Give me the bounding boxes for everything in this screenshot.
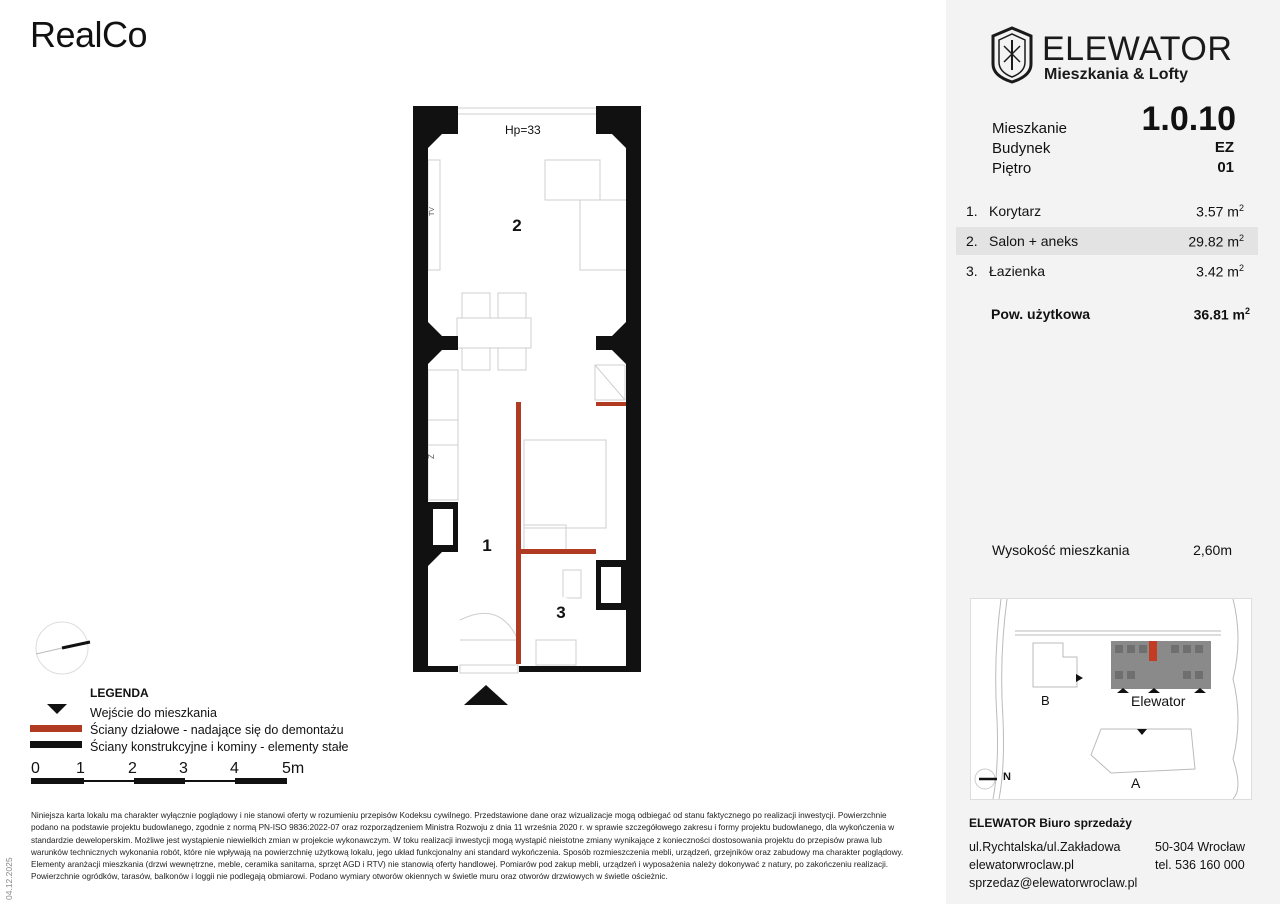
entrance-arrow-icon [464,685,508,705]
date-stamp: 04.12.2025 [4,857,14,900]
floor-label: Piętro [992,160,1032,177]
sales-address: ul.Rychtalska/ul.Zakładowa [969,840,1121,854]
room-name: Korytarz [989,203,1042,219]
elewator-logo-icon [989,26,1035,84]
sales-phone[interactable]: tel. 536 160 000 [1155,858,1245,872]
site-label-elewator: Elewator [1131,693,1186,709]
scale-segment [31,778,84,784]
brand-logo: RealCo [30,14,148,55]
legend-structural: Ściany konstrukcyjne i kominy - elementy stałe [90,740,349,754]
room-row [956,227,1258,255]
room-number: 3. [966,263,978,279]
room-number: 2. [966,233,978,249]
height-value: 2,60m [1193,542,1232,558]
legend-entrance: Wejście do mieszkania [90,706,217,720]
scale-label: 3 [179,760,188,777]
room-label-1: 1 [471,530,503,562]
scale-label: 4 [230,760,239,777]
north-label: N [1003,771,1011,783]
apartment-number: 1.0.10 [1141,100,1236,138]
scale-segment [235,778,287,784]
room-row [956,257,1258,285]
project-title: ELEWATOR [1042,30,1233,68]
building-label: Budynek [992,140,1051,157]
sales-city: 50-304 Wrocław [1155,840,1246,854]
sales-email-link[interactable]: sprzedaz@elewatorwroclaw.pl [969,876,1138,890]
room-name: Salon + aneks [989,233,1079,249]
room-name: Łazienka [989,263,1046,279]
legend-entrance-icon [46,703,68,715]
scale-label: 2 [128,760,137,777]
tv-label: TV [428,207,436,216]
room-area: 3.42 $m^2$ [1196,263,1244,280]
room-label-2: 2 [501,210,533,242]
legend-partition-swatch [30,725,82,732]
floor-plan [400,100,650,710]
legend-partition: Ściany działowe - nadające się do demontażu [90,723,344,737]
floor-value: 01 [1217,159,1234,176]
structural-walls [413,106,641,672]
compass-icon [34,620,94,680]
total-area-label: Pow. użytkowa [991,306,1091,322]
project-subtitle: Mieszkania & Lofty [1044,66,1189,83]
room-number: 1. [966,203,978,219]
scale-segment [185,780,235,782]
fridge-label: Z [426,454,436,459]
scale-segment [84,780,134,782]
info-panel [946,0,1280,904]
scale-label: 5m [282,760,305,777]
site-map-drawing [971,599,1251,799]
legend-structural-swatch [30,741,82,748]
sales-office-title: ELEWATOR Biuro sprzedaży [969,816,1132,830]
total-area-value: 36.81 $m^2$ [1193,306,1250,323]
scale-label: 1 [76,760,85,777]
site-label-b: B [1041,693,1050,708]
site-label-a: A [1131,775,1141,791]
building-value: EZ [1214,139,1234,156]
height-label: Wysokość mieszkania [992,542,1130,558]
window-annotation: Hp=33 [505,123,541,137]
disclaimer-text: Niniejsza karta lokalu ma charakter wyłącznie poglądowy i nie stanowi oferty w rozumieniu przepisów Kodeksu cywilnego. Przedstawione dane oraz wizualizacje mogą odbiegać od stanu faktycznego po realizacji inwestycji. Powierzchnie podano na podstawie projektu budowlanego, zgodnie z normą PN-ISO 9836:2022-07 oraz rozporządzeniem Ministra Rozwoju z dnia 11 września 2020 r. w sprawie szczegółowego zakresu i formy projektu budowlanego, dla wykończenia w standardzie deweloperskim. Możliwe jest wystąpienie niewielkich zmian w projekcie wykonawczym. W toku realizacji inwestycji mogą wystąpić nieistotne zmiany wynikające z konieczności dostosowania projektu do przepisów prawa lub warunków technicznych wykonania robót, które nie wpływają na powierzchnię użytkową lokalu, jego układ funkcjonalny ani standard wykończenia. Sposób rozmieszczenia mebli, urządzeń, grzejników oraz zabudowy ma charakter poglądowy. Elementy aranżacji mieszkania (drzwi wewnętrzne, meble, ceramika sanitarna, sprzęt AGD i RTV) nie stanowią oferty handlowej. Pomiarów pod zakup mebli, urządzeń i wyposażenia należy dokonywać z natury, po zakończeniu realizacji. Powierzchnie ogródków, tarasów, balkonów i loggii nie podlegają obmiarowi. Podano wymiary otworów okiennych w świetle muru oraz otworów drzwiowych w świetle ościeżnic. [31,811,904,882]
sales-website-link[interactable]: elewatorwroclaw.pl [969,858,1074,872]
scale-label: 0 [31,760,40,777]
legend-title: LEGENDA [90,686,149,700]
room-area: 3.57 $m^2$ [1196,203,1244,220]
room-label-3: 3 [545,597,577,629]
scale-segment [134,778,185,784]
room-area: 29.82 $m^2$ [1188,233,1244,250]
room-row [956,197,1258,225]
apartment-label: Mieszkanie [992,120,1068,137]
site-map [970,598,1252,800]
